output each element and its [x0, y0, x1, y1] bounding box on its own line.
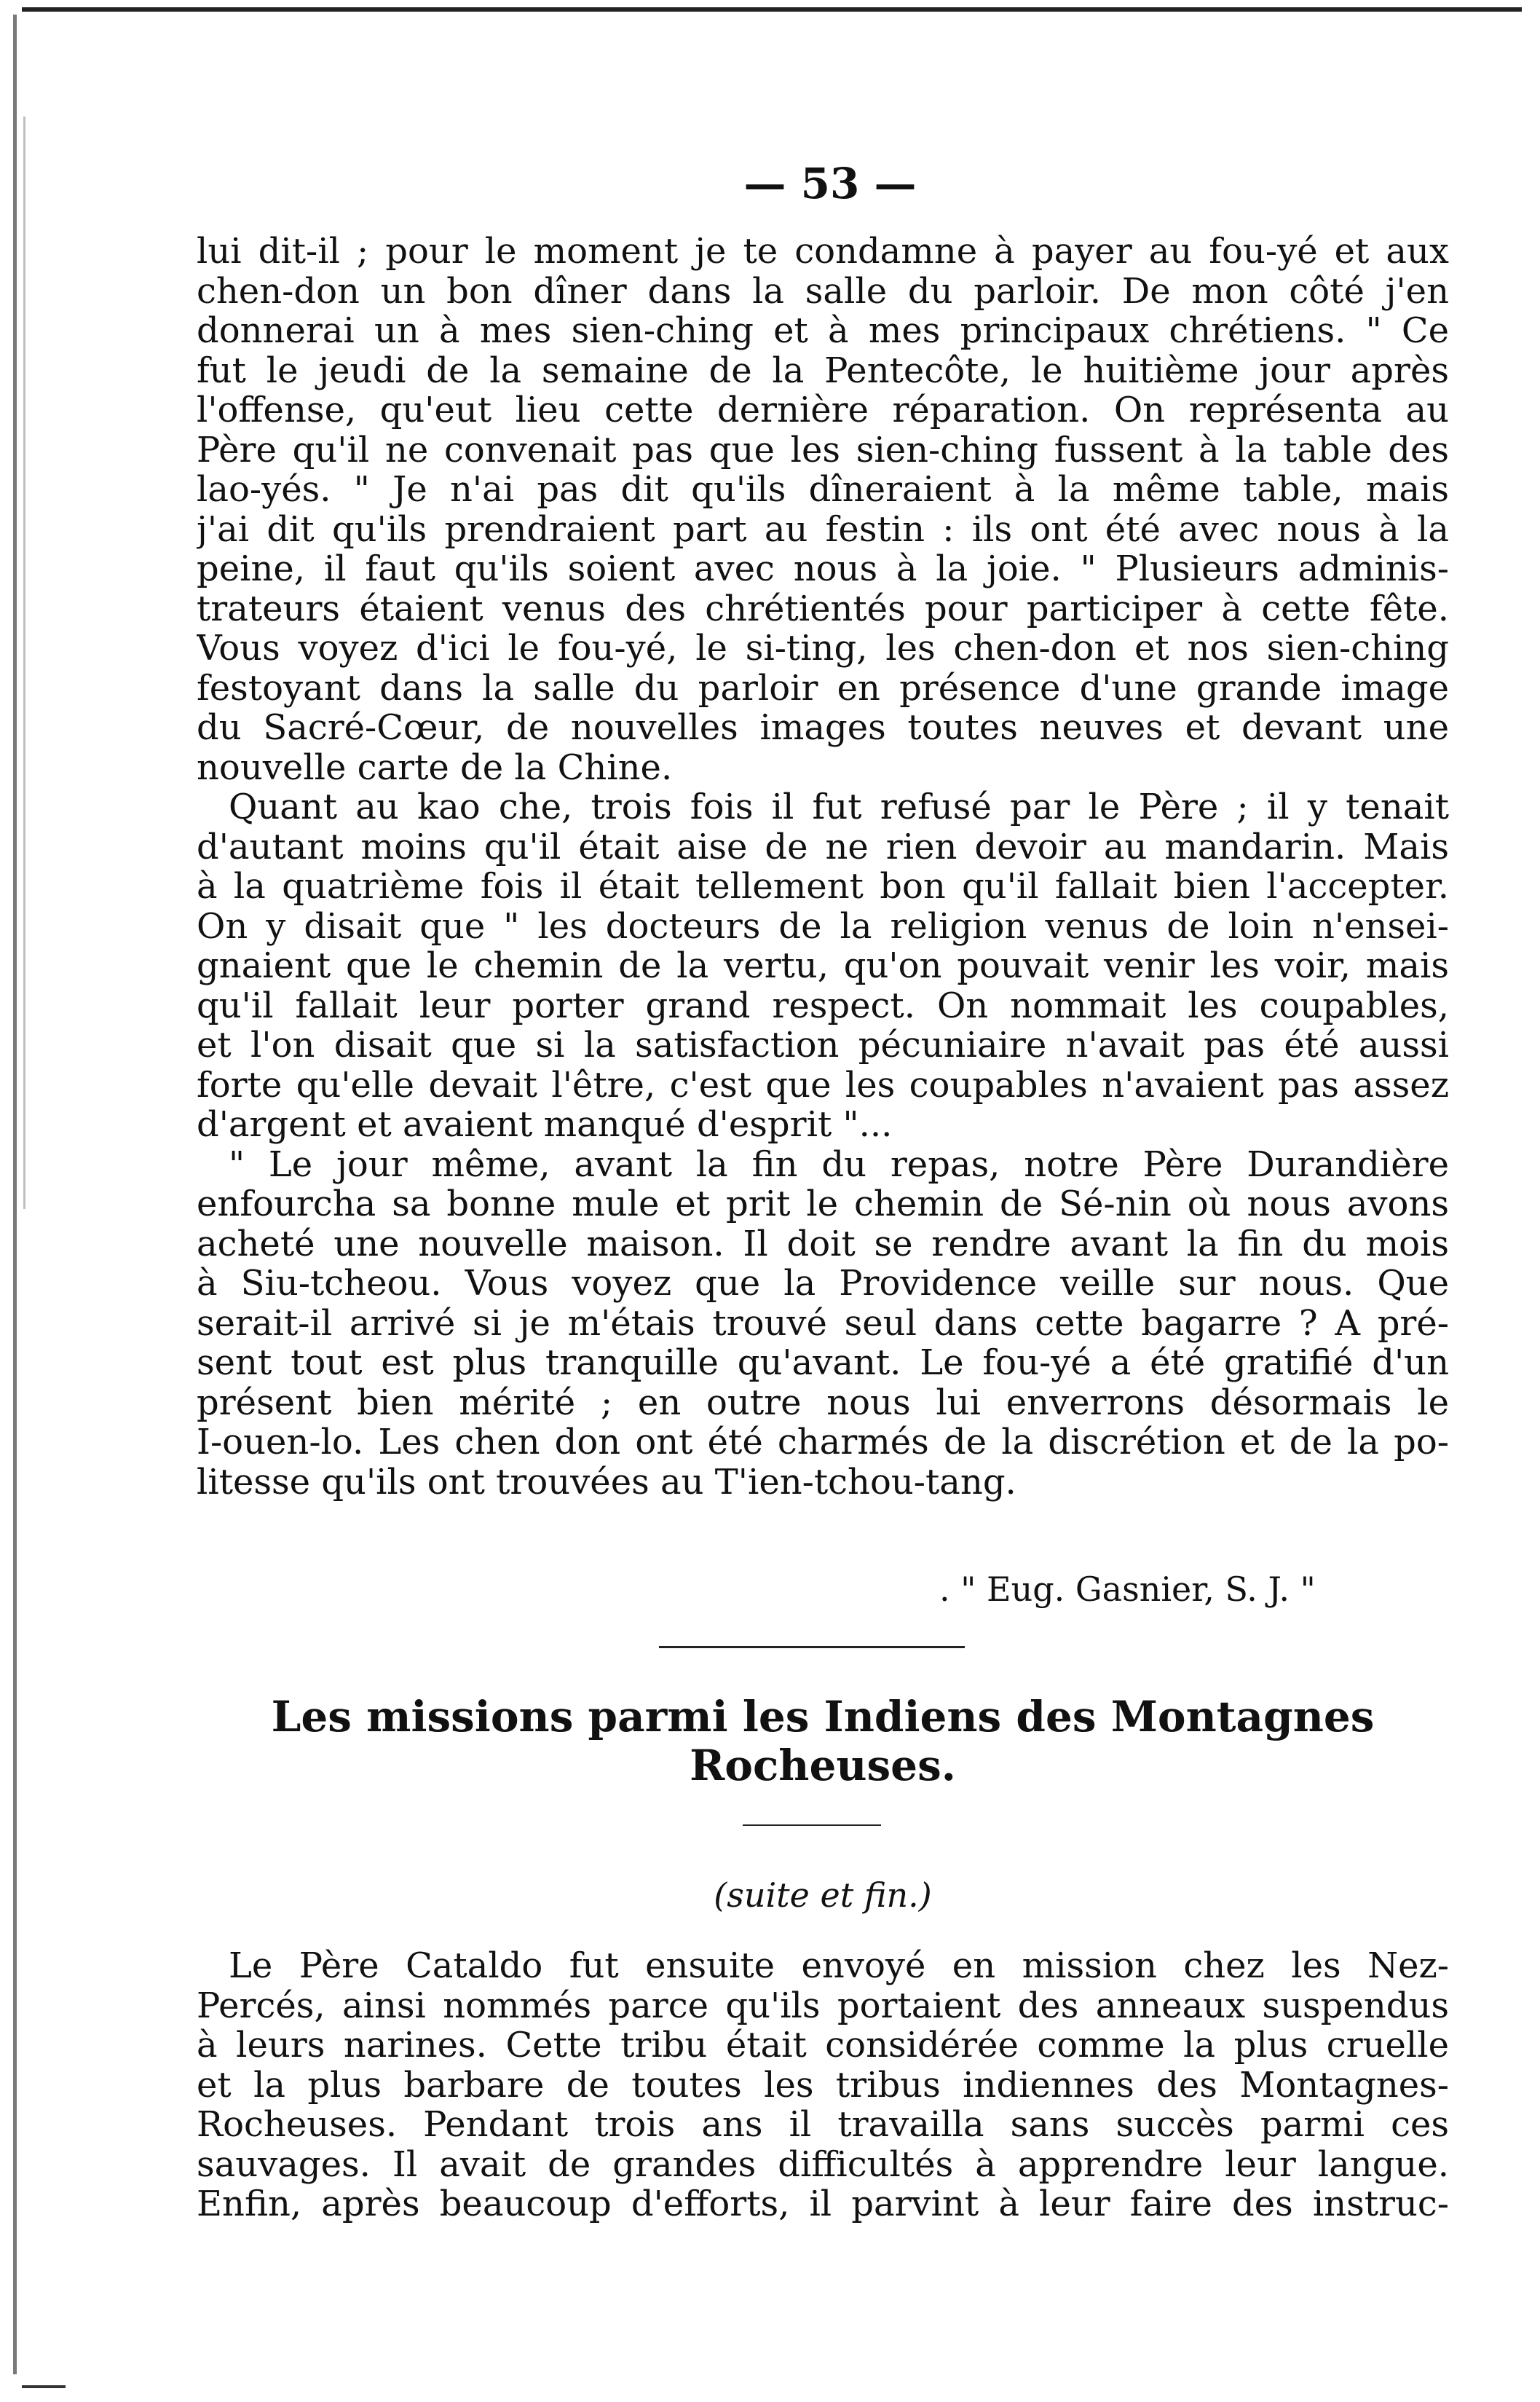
scan-edge-left [13, 15, 17, 2374]
text-line: I-ouen-lo. Les chen don ont été charmés de la discrétion et de la po- [197, 1422, 1449, 1462]
text-line: sauvages. Il avait de grandes difficultés à apprendre leur langue. [197, 2144, 1449, 2184]
text-line: festoyant dans la salle du parloir en présence d'une grande image [197, 668, 1449, 708]
scan-edge-top [22, 7, 1522, 12]
scan-edge-bottom [22, 2385, 66, 2388]
mission-text [197, 1946, 1449, 2224]
text-line: présent bien mérité ; en outre nous lui enverrons désormais le [197, 1382, 1449, 1422]
text-line: enfourcha sa bonne mule et prit le chemin de Sé-nin où nous avons [197, 1184, 1449, 1224]
text-line: peine, il faut qu'ils soient avec nous à la joie. " Plusieurs adminis- [197, 549, 1449, 589]
section-title-continued: Rocheuses. [690, 1741, 956, 1790]
text-line: et l'on disait que si la satisfaction pécuniaire n'avait pas été aussi [197, 1025, 1449, 1066]
text-line: Percés, ainsi nommés parce qu'ils portaient des anneaux suspendus [197, 1985, 1449, 2025]
text-line: d'autant moins qu'il était aise de ne rien devoir au mandarin. Mais [197, 827, 1449, 867]
text-line: acheté une nouvelle maison. Il doit se rendre avant la fin du mois [197, 1224, 1449, 1264]
text-line: fut le jeudi de la semaine de la Pentecôte, le huitième jour après [197, 350, 1449, 390]
text-line: j'ai dit qu'ils prendraient part au festin : ils ont été avec nous à la [197, 509, 1449, 549]
text-line: chen-don un bon dîner dans la salle du parloir. De mon côté j'en [197, 271, 1449, 311]
text-line: d'argent et avaient manqué d'esprit "... [197, 1105, 893, 1145]
text-line: donnerai un à mes sien-ching et à mes principaux chrétiens. " Ce [197, 311, 1449, 351]
text-line: Père qu'il ne convenait pas que les sien-ching fussent à la table des [197, 430, 1449, 470]
text-line: gnaient que le chemin de la vertu, qu'on pouvait venir les voir, mais [197, 946, 1449, 986]
text-line: lui dit-il ; pour le moment je te condamne à payer au fou-yé et aux [197, 232, 1449, 272]
text-line: à leurs narines. Cette tribu était considérée comme la plus cruelle [197, 2025, 1449, 2066]
text-line: à la quatrième fois il était tellement bon qu'il fallait bien l'accepter. [197, 867, 1449, 907]
section-subtitle: (suite et fin.) [714, 1875, 932, 1915]
text-line: sent tout est plus tranquille qu'avant. Le fou-yé a été gratifié d'un [197, 1343, 1449, 1383]
text-line: du Sacré-Cœur, de nouvelles images toutes neuves et devant une [197, 708, 1449, 748]
letter-text [197, 232, 1449, 1502]
text-line: On y disait que " les docteurs de la religion venus de loin n'ensei- [197, 906, 1449, 946]
short-divider-rule [743, 1824, 881, 1826]
text-line: Le Père Cataldo fut ensuite envoyé en mission chez les Nez- [229, 1946, 1449, 1986]
text-line: nouvelle carte de la Chine. [197, 747, 673, 787]
text-line: " Le jour même, avant la fin du repas, notre Père Durandière [229, 1144, 1449, 1184]
text-line: à Siu-tcheou. Vous voyez que la Providence veille sur nous. Que [197, 1264, 1449, 1304]
text-line: Vous voyez d'ici le fou-yé, le si-ting, les chen-don et nos sien-ching [197, 629, 1449, 669]
signature: . " Eug. Gasnier, S. J. " [939, 1570, 1316, 1609]
text-line: forte qu'elle devait l'être, c'est que les coupables n'avaient pas assez [197, 1065, 1449, 1105]
page-number: — 53 — [743, 159, 917, 208]
text-line: et la plus barbare de toutes les tribus indiennes des Montagnes- [197, 2065, 1449, 2105]
divider-rule [659, 1646, 965, 1648]
text-line: trateurs étaient venus des chrétientés pour participer à cette fête. [197, 588, 1449, 629]
text-line: litesse qu'ils ont trouvées au T'ien-tchou-tang. [197, 1462, 1016, 1502]
text-line: qu'il fallait leur porter grand respect. On nommait les coupables, [197, 985, 1449, 1025]
text-line: lao-yés. " Je n'ai pas dit qu'ils dîneraient à la même table, mais [197, 470, 1449, 510]
text-line: Enfin, après beaucoup d'efforts, il parvint à leur faire des instruc- [197, 2184, 1449, 2224]
text-line: l'offense, qu'eut lieu cette dernière réparation. On représenta au [197, 390, 1449, 430]
section-title: Les missions parmi les Indiens des Montagnes [271, 1692, 1375, 1741]
scan-edge-left-inner [23, 117, 25, 1209]
text-line: Rocheuses. Pendant trois ans il travailla sans succès parmi ces [197, 2105, 1449, 2145]
text-line: serait-il arrivé si je m'étais trouvé seul dans cette bagarre ? A pré- [197, 1303, 1449, 1343]
text-line: Quant au kao che, trois fois il fut refusé par le Père ; il y tenait [229, 787, 1449, 827]
